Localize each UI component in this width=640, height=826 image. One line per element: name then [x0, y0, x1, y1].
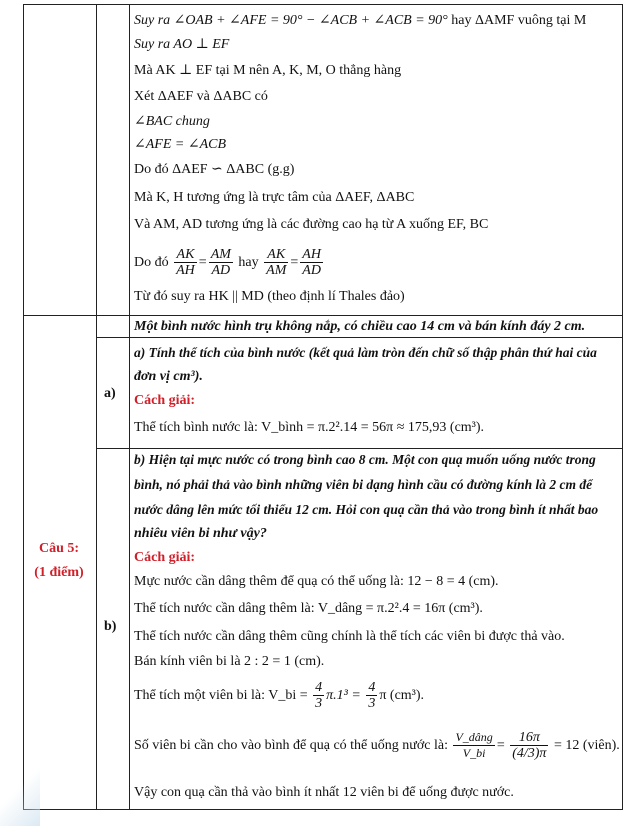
- part-a-method: Cách giải:: [134, 393, 196, 408]
- fraction-ah-ad: $\frac{AH}{AD}$: [302, 247, 321, 279]
- part-a-label: a): [104, 386, 116, 401]
- part-b-step-6: Số viên bi cần cho vào bình để quạ có thể uống nước là: $\frac{\text{V\_dâng}}{V\_bi}$ = $\frac{16\pi}{(4/3)\pi}$ = 12 (viên).: [134, 730, 620, 762]
- column-divider-1: [96, 5, 97, 809]
- proof-line-4: Xét ΔAEF và ΔABC có: [134, 89, 268, 104]
- part-b-conclusion: Vậy con quạ cần thả vào bình ít nhất 12 viên bi để uống được nước.: [134, 785, 514, 800]
- fraction-four-thirds-1: $\frac{4}{3}$: [315, 680, 323, 712]
- proof-line-9: Và AM, AD tương ứng là các đường cao hạ từ A xuống EF, BC: [134, 217, 489, 232]
- part-b-label: b): [104, 619, 117, 634]
- part-b-question-1: b) Hiện tại mực nước có trong bình cao 8 cm. Một con quạ muốn uống nước trong: [134, 452, 596, 467]
- fraction-16pi-over-4-3-pi: $\frac{16\pi}{(4/3)\pi}$: [512, 730, 547, 762]
- part-b-step-5: Thể tích một viên bi là: V_bi = $\frac{4}{3}$ π.1³ = $\frac{4}{3}$ π (cm³).: [134, 680, 425, 712]
- question-intro: Một bình nước hình trụ không nắp, có chiều cao 14 cm và bán kính đáy 2 cm.: [134, 319, 586, 334]
- proof-line-10: Do đó $\frac{AK}{AH}$ = $\frac{AM}{AD}$ hay $\frac{AK}{AM}$ = $\frac{AH}{AD}$: [134, 247, 321, 279]
- proof-line-7: Do đó ΔAEF ∽ ΔABC (g.g): [134, 162, 295, 177]
- proof-line-8: Mà K, H tương ứng là trực tâm của ΔAEF, ΔABC: [134, 190, 415, 205]
- part-b-step-4: Bán kính viên bi là 2 : 2 = 1 (cm).: [134, 654, 325, 669]
- part-b-method: Cách giải:: [134, 550, 196, 565]
- proof-line-11: Từ đó suy ra HK || MD (theo định lí Thales đảo): [134, 289, 405, 304]
- part-b-step-2: Thể tích nước cần dâng thêm là: V_dâng = π.2².4 = 16π (cm³).: [134, 601, 483, 616]
- part-a-answer: Thể tích bình nước là: V_bình = π.2².14 = 56π ≈ 175,93 (cm³).: [134, 420, 485, 435]
- part-a-question-1: a) Tính thể tích của bình nước (kết quả làm tròn đến chữ số thập phân thứ hai của: [134, 345, 597, 360]
- fraction-ak-ah: $\frac{AK}{AH}$: [176, 247, 195, 279]
- part-a-question-2: đơn vị cm³).: [134, 369, 203, 384]
- proof-line-1: Suy ra ∠OAB + ∠AFE = 90° − ∠ACB + ∠ACB = 90° hay ΔAMF vuông tại M: [134, 13, 587, 28]
- proof-line-6: ∠AFE = ∠ACB: [134, 137, 227, 152]
- proof-line-5: ∠BAC chung: [134, 114, 210, 129]
- proof-line-3: Mà AK ⊥ EF tại M nên A, K, M, O thẳng hàng: [134, 63, 402, 78]
- corner-watermark: [0, 766, 40, 826]
- part-b-question-3: nước dâng lên mức tối thiểu 12 cm. Hỏi con quạ cần thả vào trong bình ít nhất bao: [134, 502, 599, 517]
- row-divider-part-a: [96, 448, 622, 449]
- part-b-step-1: Mực nước cần dâng thêm để quạ có thể uống là: 12 − 8 = 4 (cm).: [134, 574, 499, 589]
- fraction-four-thirds-2: $\frac{4}{3}$: [368, 680, 376, 712]
- fraction-am-ad: $\frac{AM}{AD}$: [210, 247, 231, 279]
- part-b-question-4: nhiêu viên bi như vậy?: [134, 526, 267, 541]
- fraction-v-dang-over-v-bi: $\frac{\text{V\_dâng}}{V\_bi}$: [455, 730, 493, 761]
- fraction-ak-am: $\frac{AK}{AM}$: [266, 247, 287, 279]
- column-divider-2: [129, 5, 130, 809]
- part-b-question-2: bình, nó phải thả vào bình những viên bi dạng hình cầu có đường kính là 2 cm để: [134, 477, 593, 492]
- row-divider-top: [24, 315, 622, 316]
- part-b-step-3: Thể tích nước cần dâng thêm cũng chính là thể tích các viên bi được thả vào.: [134, 629, 565, 644]
- question-label: Câu 5: (1 điểm): [34, 541, 84, 580]
- row-divider-intro: [96, 337, 622, 338]
- proof-line-2: Suy ra AO ⊥ EF: [134, 37, 230, 52]
